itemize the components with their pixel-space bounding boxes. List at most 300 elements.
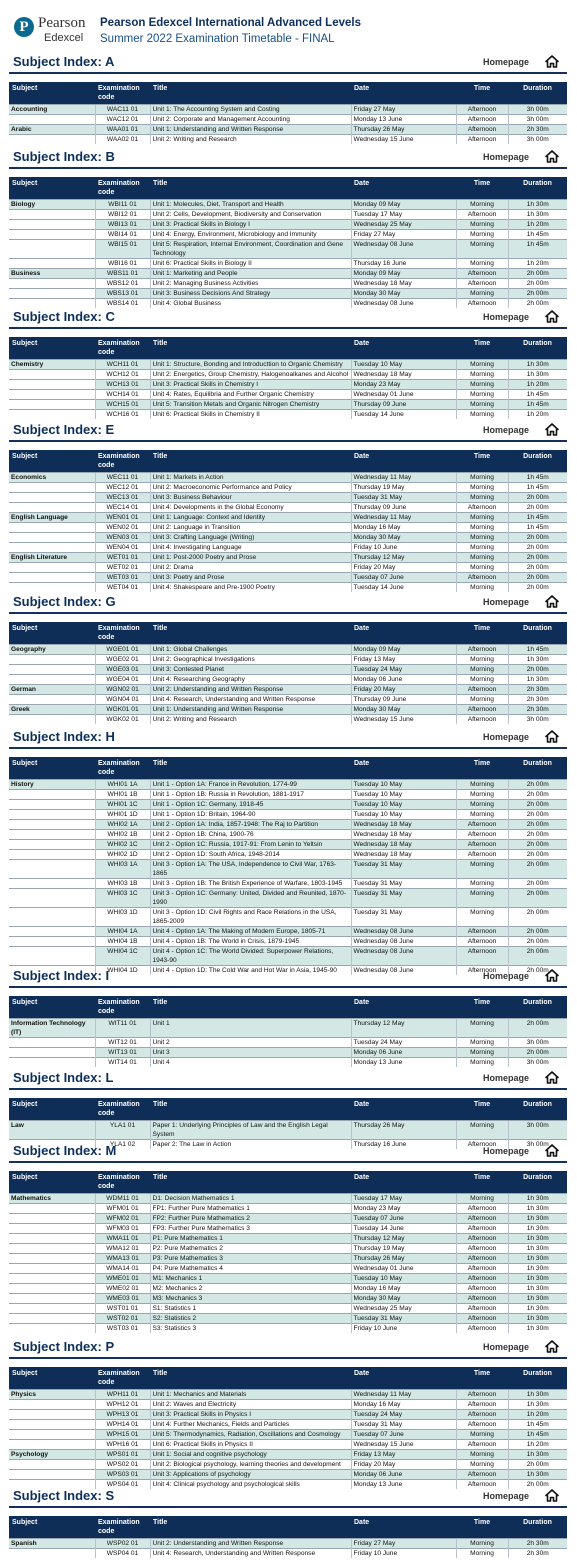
col-time-header: Time: [456, 177, 508, 200]
exam-date-cell: Tuesday 31 May: [351, 493, 456, 503]
subject-cell: [9, 655, 95, 665]
exam-code-cell: WBI15 01: [95, 240, 150, 259]
unit-title-cell: M2: Mechanics 2: [150, 1284, 351, 1294]
table-row: [9, 1048, 567, 1058]
duration-cell: 2h 00m: [508, 1480, 567, 1490]
exam-code-cell: WBS13 01: [95, 289, 150, 299]
table-row: [9, 523, 567, 533]
subject-cell: Biology: [9, 200, 95, 210]
duration-cell: 1h 30m: [508, 1214, 567, 1224]
table-row: [9, 230, 567, 240]
homepage-link[interactable]: Homepage: [482, 971, 529, 981]
exam-code-cell: WHI03 1B: [95, 879, 150, 889]
exam-date-cell: Monday 06 June: [351, 675, 456, 685]
unit-title-cell: M1: Mechanics 1: [150, 1274, 351, 1284]
exam-date-cell: Tuesday 31 May: [351, 860, 456, 879]
duration-cell: 3h 00m: [508, 1058, 567, 1068]
table-row: [9, 820, 567, 830]
subject-cell: Psychology: [9, 1450, 95, 1460]
table-row: [9, 105, 567, 115]
exam-time-cell: Morning: [456, 1048, 508, 1058]
exam-code-cell: WCH14 01: [95, 390, 150, 400]
table-row: [9, 1304, 567, 1314]
col-time-header: Time: [456, 450, 508, 473]
homepage-link[interactable]: Homepage: [482, 1073, 529, 1083]
section-title: Subject Index: I: [13, 968, 110, 983]
exam-code-cell: WPH15 01: [95, 1430, 150, 1440]
home-icon[interactable]: [545, 1144, 559, 1157]
homepage-link[interactable]: Homepage: [482, 1342, 529, 1352]
logo-word: Pearson: [38, 15, 86, 31]
exam-code-cell: WHI03 1D: [95, 908, 150, 927]
exam-time-cell: Afternoon: [456, 705, 508, 715]
home-icon[interactable]: [545, 969, 559, 982]
exam-time-cell: Morning: [456, 543, 508, 553]
col-code-header: Examination code: [95, 177, 150, 200]
exam-time-cell: Morning: [456, 473, 508, 483]
table-row: [9, 135, 567, 145]
duration-cell: 1h 20m: [508, 380, 567, 390]
duration-cell: 2h 00m: [508, 966, 567, 976]
exam-time-cell: Morning: [456, 800, 508, 810]
exam-time-cell: Morning: [456, 583, 508, 593]
exam-code-cell: WPH11 01: [95, 1390, 150, 1400]
subject-index-section: [9, 307, 567, 418]
section-title: Subject Index: H: [13, 729, 115, 744]
subject-cell: [9, 1460, 95, 1470]
subject-cell: [9, 850, 95, 860]
col-time-header: Time: [456, 757, 508, 780]
exam-date-cell: Tuesday 31 May: [351, 908, 456, 927]
homepage-link[interactable]: Homepage: [482, 312, 529, 322]
duration-cell: 2h 00m: [508, 573, 567, 583]
subject-cell: [9, 135, 95, 145]
subject-index-section: [9, 1486, 567, 1557]
table-row: [9, 800, 567, 810]
subject-cell: [9, 1400, 95, 1410]
exam-time-cell: Afternoon: [456, 299, 508, 309]
subject-cell: [9, 820, 95, 830]
exam-date-cell: Monday 30 May: [351, 289, 456, 299]
subject-index-section: [9, 1337, 567, 1488]
homepage-link[interactable]: Homepage: [482, 597, 529, 607]
exam-date-cell: Friday 20 May: [351, 1460, 456, 1470]
home-icon[interactable]: [545, 1071, 559, 1084]
table-row: [9, 1470, 567, 1480]
unit-title-cell: Unit 1: Post-2000 Poetry and Prose: [150, 553, 351, 563]
table-row: [9, 533, 567, 543]
table-row: [9, 220, 567, 230]
col-code-header: Examination code: [95, 757, 150, 780]
exam-date-cell: Monday 16 May: [351, 1400, 456, 1410]
unit-title-cell: Unit 4: Rates, Equilibria and Further Organic Chemistry: [150, 390, 351, 400]
home-icon[interactable]: [545, 55, 559, 68]
exam-code-cell: WSP02 01: [95, 1539, 150, 1549]
unit-title-cell: Unit 2: Language in Transition: [150, 523, 351, 533]
exam-date-cell: Wednesday 18 May: [351, 370, 456, 380]
subject-cell: [9, 1274, 95, 1284]
duration-cell: 2h 00m: [508, 860, 567, 879]
unit-title-cell: Unit 2: Biological psychology, learning theories and development: [150, 1460, 351, 1470]
col-duration-header: Duration: [508, 757, 567, 780]
exam-date-cell: Tuesday 10 May: [351, 810, 456, 820]
unit-title-cell: Unit 1: [150, 1019, 351, 1038]
exam-code-cell: WCH15 01: [95, 400, 150, 410]
exam-date-cell: Tuesday 10 May: [351, 360, 456, 370]
table-row: [9, 1450, 567, 1460]
exam-time-cell: Afternoon: [456, 927, 508, 937]
homepage-link[interactable]: Homepage: [482, 152, 529, 162]
col-duration-header: Duration: [508, 996, 567, 1019]
exam-date-cell: Wednesday 25 May: [351, 1304, 456, 1314]
duration-cell: 1h 30m: [508, 200, 567, 210]
table-header-row: [9, 622, 567, 645]
col-subject-header: Subject: [9, 757, 95, 780]
table-row: [9, 360, 567, 370]
table-row: [9, 1019, 567, 1038]
unit-title-cell: Unit 2: Macroeconomic Performance and Policy: [150, 483, 351, 493]
exam-time-cell: Morning: [456, 390, 508, 400]
table-row: [9, 240, 567, 259]
exam-code-cell: WBI14 01: [95, 230, 150, 240]
exam-code-cell: WMA11 01: [95, 1234, 150, 1244]
exam-date-cell: Monday 30 May: [351, 705, 456, 715]
section-title: Subject Index: G: [13, 594, 116, 609]
subject-cell: [9, 840, 95, 850]
unit-title-cell: Unit 5: Thermodynamics, Radiation, Oscillations and Cosmology: [150, 1430, 351, 1440]
duration-cell: 1h 30m: [508, 1304, 567, 1314]
exam-time-cell: Afternoon: [456, 645, 508, 655]
unit-title-cell: Unit 4: Clinical psychology and psychological skills: [150, 1480, 351, 1490]
table-header-row: [9, 450, 567, 473]
section-header: [9, 1337, 567, 1359]
table-row: [9, 1058, 567, 1068]
table-row: [9, 1549, 567, 1559]
exam-time-cell: Morning: [456, 860, 508, 879]
col-time-header: Time: [456, 1171, 508, 1194]
duration-cell: 2h 00m: [508, 927, 567, 937]
unit-title-cell: Unit 5: Transition Metals and Organic Nitrogen Chemistry: [150, 400, 351, 410]
col-time-header: Time: [456, 622, 508, 645]
col-time-header: Time: [456, 1098, 508, 1121]
exam-date-cell: Monday 16 May: [351, 523, 456, 533]
unit-title-cell: P1: Pure Mathematics 1: [150, 1234, 351, 1244]
duration-cell: 2h 00m: [508, 937, 567, 947]
unit-title-cell: Unit 3: Applications of psychology: [150, 1470, 351, 1480]
duration-cell: 3h 00m: [508, 1140, 567, 1150]
table-row: [9, 1234, 567, 1244]
unit-title-cell: Unit 1: Structure, Bonding and Introducttion to Organic Chemistry: [150, 360, 351, 370]
table-header-row: [9, 757, 567, 780]
unit-title-cell: Unit 1: Language: Context and Identity: [150, 513, 351, 523]
table-row: [9, 1038, 567, 1048]
homepage-link[interactable]: Homepage: [482, 1491, 529, 1501]
subject-cell: History: [9, 780, 95, 790]
table-row: [9, 665, 567, 675]
exam-time-cell: Afternoon: [456, 210, 508, 220]
exam-table: [9, 337, 567, 419]
homepage-link[interactable]: Homepage: [482, 732, 529, 742]
unit-title-cell: Unit 4 - Option 1A: The Making of Modern Europe, 1805-71: [150, 927, 351, 937]
subject-cell: [9, 1254, 95, 1264]
exam-code-cell: WEC13 01: [95, 493, 150, 503]
exam-time-cell: Afternoon: [456, 1140, 508, 1150]
unit-title-cell: Paper 1: Underlying Principles of Law and the English Legal System: [150, 1121, 351, 1140]
table-row: [9, 583, 567, 593]
subject-cell: [9, 543, 95, 553]
exam-code-cell: WPH14 01: [95, 1420, 150, 1430]
duration-cell: 1h 30m: [508, 370, 567, 380]
homepage-link[interactable]: Homepage: [482, 425, 529, 435]
subject-cell: [9, 800, 95, 810]
exam-date-cell: Tuesday 31 May: [351, 889, 456, 908]
duration-cell: 1h 30m: [508, 210, 567, 220]
home-icon[interactable]: [545, 423, 559, 436]
exam-date-cell: Thursday 16 June: [351, 259, 456, 269]
duration-cell: 2h 30m: [508, 705, 567, 715]
exam-time-cell: Morning: [456, 695, 508, 705]
col-duration-header: Duration: [508, 450, 567, 473]
table-row: [9, 1390, 567, 1400]
duration-cell: 2h 00m: [508, 830, 567, 840]
unit-title-cell: P3: Pure Mathematics 3: [150, 1254, 351, 1264]
table-header-row: [9, 1516, 567, 1539]
col-duration-header: Duration: [508, 337, 567, 360]
duration-cell: 1h 30m: [508, 1400, 567, 1410]
table-row: [9, 1460, 567, 1470]
unit-title-cell: Unit 1: Global Challenges: [150, 645, 351, 655]
exam-date-cell: Wednesday 11 May: [351, 513, 456, 523]
home-icon[interactable]: [545, 730, 559, 743]
home-icon[interactable]: [545, 310, 559, 323]
unit-title-cell: P2: Pure Mathematics 2: [150, 1244, 351, 1254]
unit-title-cell: Unit 4: [150, 1058, 351, 1068]
exam-date-cell: Wednesday 18 May: [351, 850, 456, 860]
exam-time-cell: Morning: [456, 563, 508, 573]
col-code-header: Examination code: [95, 996, 150, 1019]
duration-cell: 1h 30m: [508, 1194, 567, 1204]
duration-cell: 2h 00m: [508, 279, 567, 289]
section-header: [9, 147, 567, 169]
subject-cell: [9, 1430, 95, 1440]
unit-title-cell: Unit 1: Molecules, Diet, Transport and Health: [150, 200, 351, 210]
col-subject-header: Subject: [9, 177, 95, 200]
subject-cell: [9, 289, 95, 299]
exam-date-cell: Monday 06 June: [351, 1048, 456, 1058]
section-header: [9, 966, 567, 988]
exam-code-cell: WST02 01: [95, 1314, 150, 1324]
duration-cell: 3h 00m: [508, 1038, 567, 1048]
duration-cell: 1h 45m: [508, 1420, 567, 1430]
subject-cell: [9, 927, 95, 937]
home-icon[interactable]: [545, 150, 559, 163]
exam-time-cell: Afternoon: [456, 1244, 508, 1254]
col-code-header: Examination code: [95, 1516, 150, 1539]
table-row: [9, 400, 567, 410]
subject-cell: [9, 493, 95, 503]
exam-code-cell: WGK02 01: [95, 715, 150, 725]
exam-table: [9, 1367, 567, 1489]
exam-time-cell: Morning: [456, 1450, 508, 1460]
exam-time-cell: Morning: [456, 1038, 508, 1048]
section-header: [9, 727, 567, 749]
exam-code-cell: WCH13 01: [95, 380, 150, 390]
duration-cell: 1h 45m: [508, 400, 567, 410]
exam-date-cell: Wednesday 01 June: [351, 390, 456, 400]
unit-title-cell: Unit 1 - Option 1C: Germany, 1918-45: [150, 800, 351, 810]
unit-title-cell: Unit 1 - Option 1B: Russia in Revolution, 1881-1917: [150, 790, 351, 800]
exam-code-cell: WHI03 1C: [95, 889, 150, 908]
exam-date-cell: Thursday 09 June: [351, 503, 456, 513]
exam-time-cell: Afternoon: [456, 1234, 508, 1244]
exam-code-cell: WHI04 1C: [95, 947, 150, 966]
subject-cell: [9, 583, 95, 593]
unit-title-cell: Unit 3: Practical Skills in Biology I: [150, 220, 351, 230]
subject-cell: [9, 573, 95, 583]
exam-code-cell: WSP04 01: [95, 1549, 150, 1559]
exam-time-cell: Afternoon: [456, 125, 508, 135]
duration-cell: 1h 30m: [508, 1450, 567, 1460]
exam-code-cell: WPS04 01: [95, 1480, 150, 1490]
exam-date-cell: Monday 23 May: [351, 1204, 456, 1214]
table-row: [9, 1420, 567, 1430]
subject-index-section: [9, 966, 567, 1066]
exam-code-cell: WPS03 01: [95, 1470, 150, 1480]
section-title: Subject Index: C: [13, 309, 115, 324]
subject-cell: [9, 695, 95, 705]
col-title-header: Title: [150, 337, 351, 360]
section-header: [9, 52, 567, 74]
col-code-header: Examination code: [95, 622, 150, 645]
exam-date-cell: Thursday 26 May: [351, 1254, 456, 1264]
exam-code-cell: WME01 01: [95, 1274, 150, 1284]
exam-code-cell: WBS12 01: [95, 279, 150, 289]
table-row: [9, 473, 567, 483]
table-row: [9, 289, 567, 299]
exam-date-cell: Wednesday 18 May: [351, 830, 456, 840]
col-subject-header: Subject: [9, 450, 95, 473]
unit-title-cell: Unit 2: Energetics, Group Chemistry, Halogenoalkanes and Alcohol: [150, 370, 351, 380]
col-code-header: Examination code: [95, 1171, 150, 1194]
page-subtitle: Summer 2022 Examination Timetable - FINAL: [100, 33, 335, 45]
subject-cell: Business: [9, 269, 95, 279]
subject-cell: [9, 230, 95, 240]
duration-cell: 2h 00m: [508, 289, 567, 299]
homepage-link[interactable]: Homepage: [482, 1146, 529, 1156]
duration-cell: 2h 30m: [508, 685, 567, 695]
unit-title-cell: Unit 1: Mechanics and Materials: [150, 1390, 351, 1400]
col-title-header: Title: [150, 177, 351, 200]
home-icon[interactable]: [545, 1340, 559, 1353]
table-row: [9, 483, 567, 493]
col-title-header: Title: [150, 1516, 351, 1539]
duration-cell: 2h 00m: [508, 1048, 567, 1058]
unit-title-cell: M3: Mechanics 3: [150, 1294, 351, 1304]
table-row: [9, 927, 567, 937]
exam-code-cell: WHI02 1C: [95, 840, 150, 850]
table-header-row: [9, 1367, 567, 1390]
duration-cell: 2h 00m: [508, 503, 567, 513]
homepage-link[interactable]: Homepage: [482, 57, 529, 67]
unit-title-cell: Unit 2 - Option 1D: South Africa, 1948-2014: [150, 850, 351, 860]
subject-cell: [9, 810, 95, 820]
exam-code-cell: WHI01 1A: [95, 780, 150, 790]
unit-title-cell: Unit 5: Respiration, Internal Environment, Coordination and Gene Technology: [150, 240, 351, 259]
exam-code-cell: WHI02 1B: [95, 830, 150, 840]
duration-cell: 2h 00m: [508, 889, 567, 908]
exam-time-cell: Morning: [456, 200, 508, 210]
subject-cell: [9, 937, 95, 947]
section-header: [9, 1141, 567, 1163]
subject-cell: Geography: [9, 645, 95, 655]
unit-title-cell: Unit 3: Contested Planet: [150, 665, 351, 675]
table-row: [9, 1314, 567, 1324]
table-row: [9, 675, 567, 685]
table-row: [9, 830, 567, 840]
home-icon[interactable]: [545, 1489, 559, 1502]
exam-time-cell: Afternoon: [456, 1480, 508, 1490]
home-icon[interactable]: [545, 595, 559, 608]
table-row: [9, 705, 567, 715]
unit-title-cell: Unit 4 - Option 1D: The Cold War and Hot War in Asia, 1945-90: [150, 966, 351, 976]
exam-time-cell: Morning: [456, 553, 508, 563]
subject-index-section: [9, 1068, 567, 1148]
duration-cell: 2h 00m: [508, 299, 567, 309]
table-row: [9, 279, 567, 289]
duration-cell: 1h 20m: [508, 1440, 567, 1450]
exam-code-cell: WEN01 01: [95, 513, 150, 523]
table-row: [9, 695, 567, 705]
exam-time-cell: Morning: [456, 655, 508, 665]
duration-cell: 1h 45m: [508, 523, 567, 533]
unit-title-cell: Unit 2: Geographical Investigations: [150, 655, 351, 665]
table-row: [9, 259, 567, 269]
exam-date-cell: Thursday 12 May: [351, 1019, 456, 1038]
subject-cell: [9, 390, 95, 400]
table-header-row: [9, 1171, 567, 1194]
exam-time-cell: Morning: [456, 1549, 508, 1559]
table-row: [9, 715, 567, 725]
col-code-header: Examination code: [95, 337, 150, 360]
unit-title-cell: Unit 2: Understanding and Written Response: [150, 685, 351, 695]
unit-title-cell: Unit 2: Drama: [150, 563, 351, 573]
page-header: [0, 0, 577, 46]
exam-table: [9, 757, 567, 975]
duration-cell: 3h 00m: [508, 115, 567, 125]
unit-title-cell: Unit 3: Crafting Language (Writing): [150, 533, 351, 543]
duration-cell: 2h 00m: [508, 493, 567, 503]
subject-cell: [9, 947, 95, 966]
table-row: [9, 937, 567, 947]
exam-code-cell: WHI02 1A: [95, 820, 150, 830]
exam-time-cell: Afternoon: [456, 947, 508, 966]
exam-code-cell: WGE02 01: [95, 655, 150, 665]
col-time-header: Time: [456, 1516, 508, 1539]
exam-date-cell: Tuesday 10 May: [351, 780, 456, 790]
exam-code-cell: WCH11 01: [95, 360, 150, 370]
exam-date-cell: Wednesday 18 May: [351, 820, 456, 830]
subject-cell: [9, 1224, 95, 1234]
exam-time-cell: Afternoon: [456, 937, 508, 947]
unit-title-cell: Unit 2: Waves and Electricity: [150, 1400, 351, 1410]
col-date-header: Date: [351, 177, 456, 200]
duration-cell: 1h 30m: [508, 1274, 567, 1284]
table-row: [9, 503, 567, 513]
exam-code-cell: WAA02 01: [95, 135, 150, 145]
exam-time-cell: Morning: [456, 259, 508, 269]
exam-date-cell: Monday 30 May: [351, 1294, 456, 1304]
exam-code-cell: WEC14 01: [95, 503, 150, 513]
